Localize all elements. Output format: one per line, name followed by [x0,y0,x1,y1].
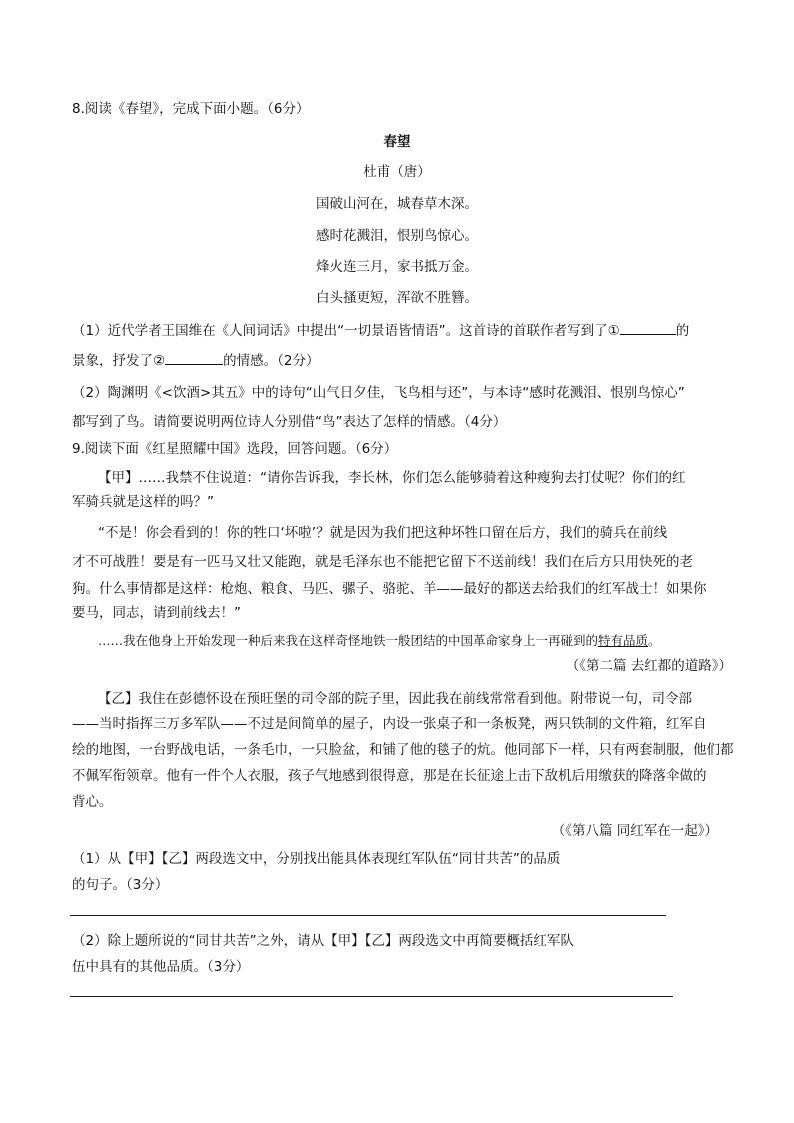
jia-last-suffix: 。 [648,633,661,648]
jia-last-prefix: ……我在他身上开始发现一种后来我在这样奇怪地铁一般团结的中国革命家身上一再碰到的 [98,633,599,648]
poem-line: 烽火连三月，家书抵万金。 [316,259,478,275]
passage-jia-line: 要马，同志，请到前线去！” [72,605,241,621]
answer-blank-2[interactable] [165,351,223,365]
passage-yi-source: （《第八篇 同红军在一起》） [551,823,718,839]
q8-sub1-text-a: （1）近代学者王国维在《人间词话》中提出“一切景语皆情语”。这首诗的首联作者写到了① [72,323,620,339]
q8-sub1-line2 [72,351,319,370]
q9-sub1-line1: （1）从【甲】【乙】两段选文中，分别找出能具体表现红军队伍“同甘共苦”的品质 [72,851,561,867]
passage-jia-line: 【甲】……我禁不住说道：“请你告诉我，李长林，你们怎么能够骑着这种瘦狗去打仗呢？你们的红 [98,470,686,486]
passage-yi-line: 绘的地图，一台野战电话，一条毛巾，一只脸盆，和铺了他的毯子的炕。他同部下一样，只有两套制服，他们都 [72,742,734,758]
q9-sub1-line2: 的句子。（3分） [72,877,169,893]
q8-sub2-line1: （2）陶渊明《<饮酒>其五》中的诗句“山气日夕佳，飞鸟相与还”，与本诗“感时花溅泪、恨别鸟惊心” [72,385,685,401]
answer-blank-1[interactable] [620,321,676,335]
poem-line: 白头搔更短，浑欲不胜簪。 [316,290,478,306]
q8-sub1-text-d: 的情感。（2分） [223,353,320,369]
poem-author: 杜甫（唐） [363,164,431,180]
jia-underlined-phrase: 特有品质 [598,633,649,648]
answer-line-2[interactable] [70,996,673,997]
q8-sub2-line2: 都写到了鸟。请简要说明两位诗人分别借“鸟”表达了怎样的情感。（4分） [72,414,507,430]
q9-header: 9.阅读下面《红星照耀中国》选段，回答问题。（6分） [72,441,398,457]
q8-header: 8.阅读《春望》，完成下面小题。（6分） [72,101,310,117]
q8-sub1-text-c: 景象，抒发了② [72,353,166,369]
answer-line-1[interactable] [70,915,666,916]
passage-jia-line: “不是！你会看到的！你的牲口‘坏啦’？就是因为我们把这种坏牲口留在后方，我们的骑兵在前线 [98,525,668,541]
passage-yi-line: 不佩军衔领章。他有一件个人衣服，孩子气地感到很得意，那是在长征途上击下敌机后用缴获的降落伞做的 [72,768,707,784]
passage-jia-line: 狗。什么事情都是这样：枪炮、粮食、马匹、骡子、骆驼、羊——最好的都送去给我们的红军战士！如果你 [72,581,707,597]
passage-jia-source: （《第二篇 去红都的道路》） [565,658,732,674]
passage-jia-line: 才不可战胜！要是有一匹马又壮又能跑，就是毛泽东也不能把它留下不送前线！我们在后方只用快死的老 [72,554,693,570]
q8-sub1-line1 [72,321,689,340]
q8-sub1-text-b: 的 [675,323,690,339]
poem-title: 春望 [383,134,411,150]
passage-yi-line: 背心。 [72,794,113,810]
poem-line: 国破山河在，城春草木深。 [316,196,478,212]
passage-jia-line: 军骑兵就是这样的吗？” [72,494,214,510]
q9-sub2-line1: （2）除上题所说的“同甘共苦”之外，请从【甲】【乙】两段选文中再简要概括红军队 [72,933,574,949]
q9-sub2-line2: 伍中具有的其他品质。（3分） [72,959,250,975]
passage-yi-line: 【乙】我住在彭德怀设在预旺堡的司令部的院子里，因此我在前线常常看到他。附带说一句，司令部 [98,691,692,707]
passage-jia-last-line [98,632,661,650]
passage-yi-line: ——当时指挥三万多军队——不过是间简单的屋子，内设一张桌子和一条板凳，两只铁制的文件箱，红军自 [72,716,707,732]
poem-line: 感时花溅泪，恨别鸟惊心。 [316,228,478,244]
